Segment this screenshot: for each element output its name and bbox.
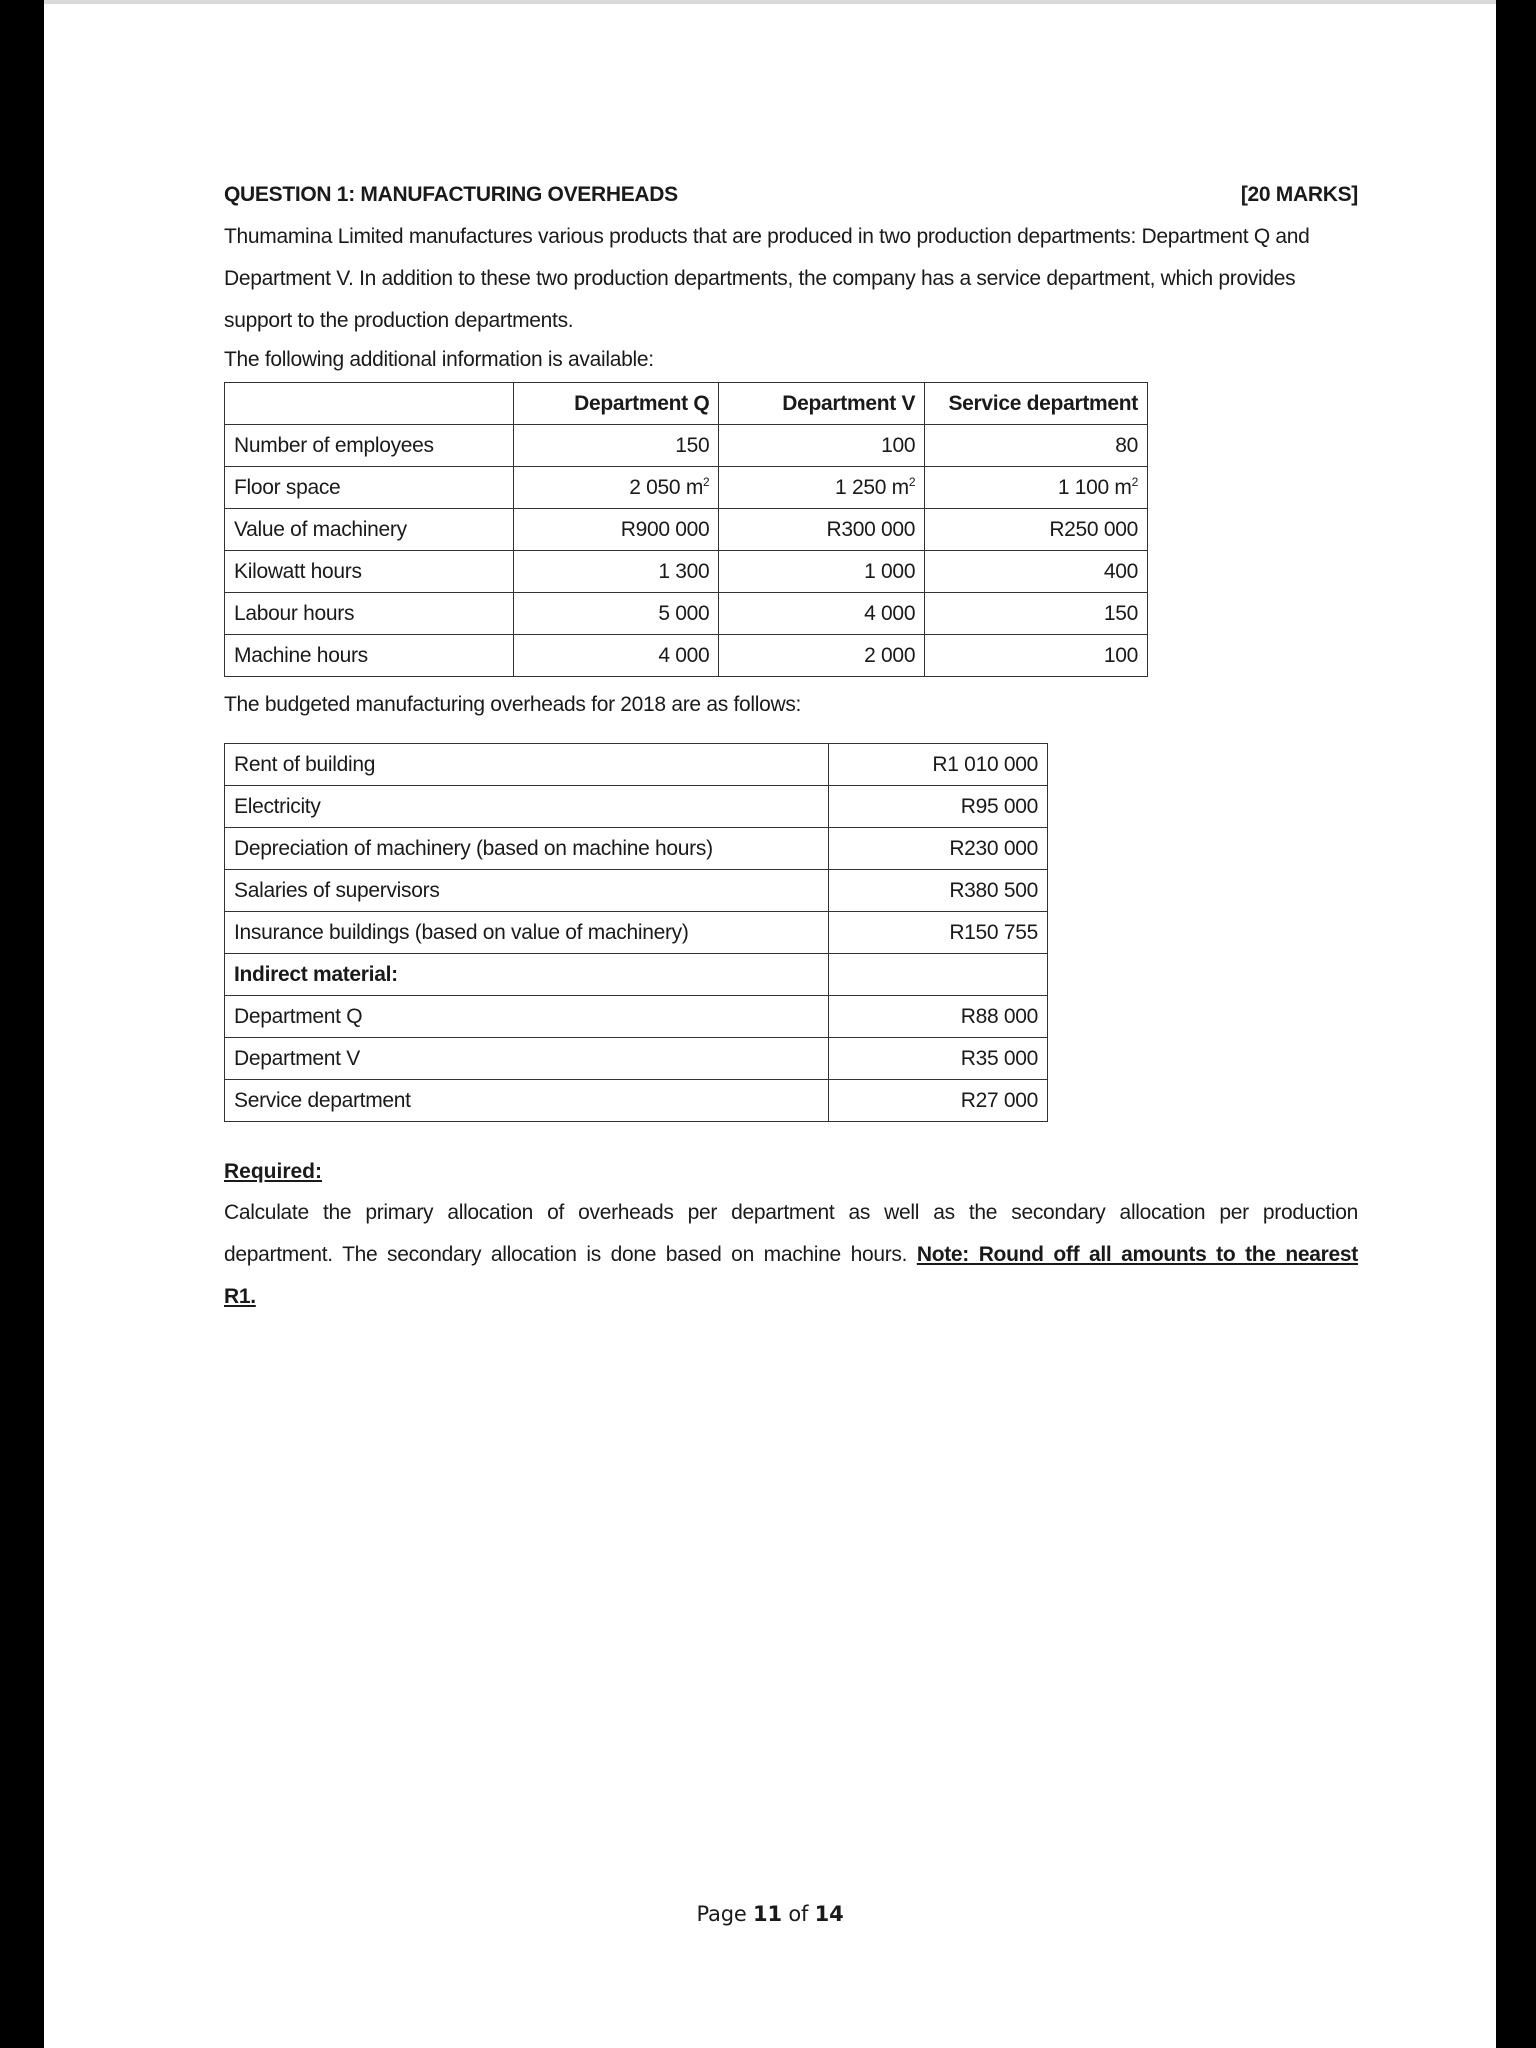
required-line-2-text: department. The secondary allocation is done based on machine hours. xyxy=(224,1243,908,1266)
cell-service: 100 xyxy=(925,635,1148,677)
overhead-value: R380 500 xyxy=(829,870,1048,912)
table-row xyxy=(225,744,1048,786)
department-info-table xyxy=(224,382,1148,677)
required-line-3 xyxy=(224,1276,1358,1318)
table-header-row xyxy=(225,383,1148,425)
overhead-label: Department Q xyxy=(225,996,829,1038)
rounding-note: Note: Round off all amounts to the nearest xyxy=(916,1243,1358,1266)
cell-dept-v: 4 000 xyxy=(719,593,925,635)
table-row xyxy=(225,996,1048,1038)
table-row xyxy=(225,954,1048,996)
required-heading: Required: xyxy=(224,1160,323,1183)
intro-line-3: support to the production departments. xyxy=(224,309,574,332)
table-row xyxy=(225,828,1048,870)
cell-dept-q: 4 000 xyxy=(513,635,719,677)
table-row xyxy=(225,467,1148,509)
cell-service: 400 xyxy=(925,551,1148,593)
row-label: Number of employees xyxy=(225,425,514,467)
intro-line-2: Department V. In addition to these two production departments, the company has a service department, which provides xyxy=(224,267,1296,290)
row-label: Labour hours xyxy=(225,593,514,635)
intro-line-4: The following additional information is available: xyxy=(224,348,654,371)
table-header-blank xyxy=(225,383,514,425)
table-header-dept-v: Department V xyxy=(719,383,925,425)
overhead-label: Salaries of supervisors xyxy=(225,870,829,912)
cell-dept-q: R900 000 xyxy=(513,509,719,551)
question-title: QUESTION 1: MANUFACTURING OVERHEADS xyxy=(224,183,678,206)
overhead-value: R1 010 000 xyxy=(829,744,1048,786)
row-label: Floor space xyxy=(225,467,514,509)
cell-dept-q: 150 xyxy=(513,425,719,467)
row-label: Value of machinery xyxy=(225,509,514,551)
table-row xyxy=(225,593,1148,635)
cell-dept-v: 2 000 xyxy=(719,635,925,677)
rounding-note-end: R1. xyxy=(224,1285,256,1308)
right-black-border xyxy=(1496,0,1536,2048)
page-prefix: Page xyxy=(696,1902,747,1926)
overhead-value: R150 755 xyxy=(829,912,1048,954)
table-row xyxy=(225,870,1048,912)
overhead-label: Rent of building xyxy=(225,744,829,786)
overheads-table xyxy=(224,743,1048,1122)
page-content xyxy=(224,174,1358,1318)
table-row xyxy=(225,786,1048,828)
overhead-label: Department V xyxy=(225,1038,829,1080)
row-label: Kilowatt hours xyxy=(225,551,514,593)
row-label: Machine hours xyxy=(225,635,514,677)
overhead-label: Electricity xyxy=(225,786,829,828)
left-black-border xyxy=(0,0,44,2048)
overhead-value: R27 000 xyxy=(829,1080,1048,1122)
overhead-value xyxy=(829,954,1048,996)
table-header-dept-q: Department Q xyxy=(513,383,719,425)
cell-dept-v: R300 000 xyxy=(719,509,925,551)
table-row xyxy=(225,1080,1048,1122)
page-of: of xyxy=(788,1902,809,1926)
cell-dept-v: 100 xyxy=(719,425,925,467)
cell-service: 150 xyxy=(925,593,1148,635)
table-row xyxy=(225,635,1148,677)
table-row xyxy=(225,1038,1048,1080)
overhead-label: Service department xyxy=(225,1080,829,1122)
required-line-1: Calculate the primary allocation of overheads per department as well as the secondary allocation per production xyxy=(224,1201,1358,1224)
overhead-value: R35 000 xyxy=(829,1038,1048,1080)
overhead-label: Depreciation of machinery (based on machine hours) xyxy=(225,828,829,870)
page-footer xyxy=(44,1902,1496,1926)
cell-dept-q: 2 050 $m^2$ xyxy=(513,467,719,509)
overhead-value: R95 000 xyxy=(829,786,1048,828)
table-row xyxy=(225,551,1148,593)
overhead-label: Insurance buildings (based on value of machinery) xyxy=(225,912,829,954)
intro-line-1: Thumamina Limited manufactures various products that are produced in two production departments: Department Q and xyxy=(224,225,1310,248)
cell-dept-v: 1 000 xyxy=(719,551,925,593)
cell-service: 1 100 $m^2$ xyxy=(925,467,1148,509)
page-current: 11 xyxy=(753,1902,782,1926)
document-page xyxy=(44,4,1496,2048)
overhead-value: R88 000 xyxy=(829,996,1048,1038)
cell-dept-q: 1 300 xyxy=(513,551,719,593)
cell-dept-q: 5 000 xyxy=(513,593,719,635)
table-row xyxy=(225,425,1148,467)
cell-dept-v: 1 250 $m^2$ xyxy=(719,467,925,509)
table-row xyxy=(225,509,1148,551)
overhead-value: R230 000 xyxy=(829,828,1048,870)
table-header-service: Service department xyxy=(925,383,1148,425)
page-total: 14 xyxy=(814,1902,844,1926)
question-header xyxy=(224,174,1358,216)
budget-intro: The budgeted manufacturing overheads for 2018 are as follows: xyxy=(224,693,802,716)
cell-service: 80 xyxy=(925,425,1148,467)
required-line-2 xyxy=(224,1234,1358,1276)
cell-service: R250 000 xyxy=(925,509,1148,551)
question-marks: [20 MARKS] xyxy=(1240,183,1358,206)
table-row xyxy=(225,912,1048,954)
overhead-section-label: Indirect material: xyxy=(225,954,829,996)
